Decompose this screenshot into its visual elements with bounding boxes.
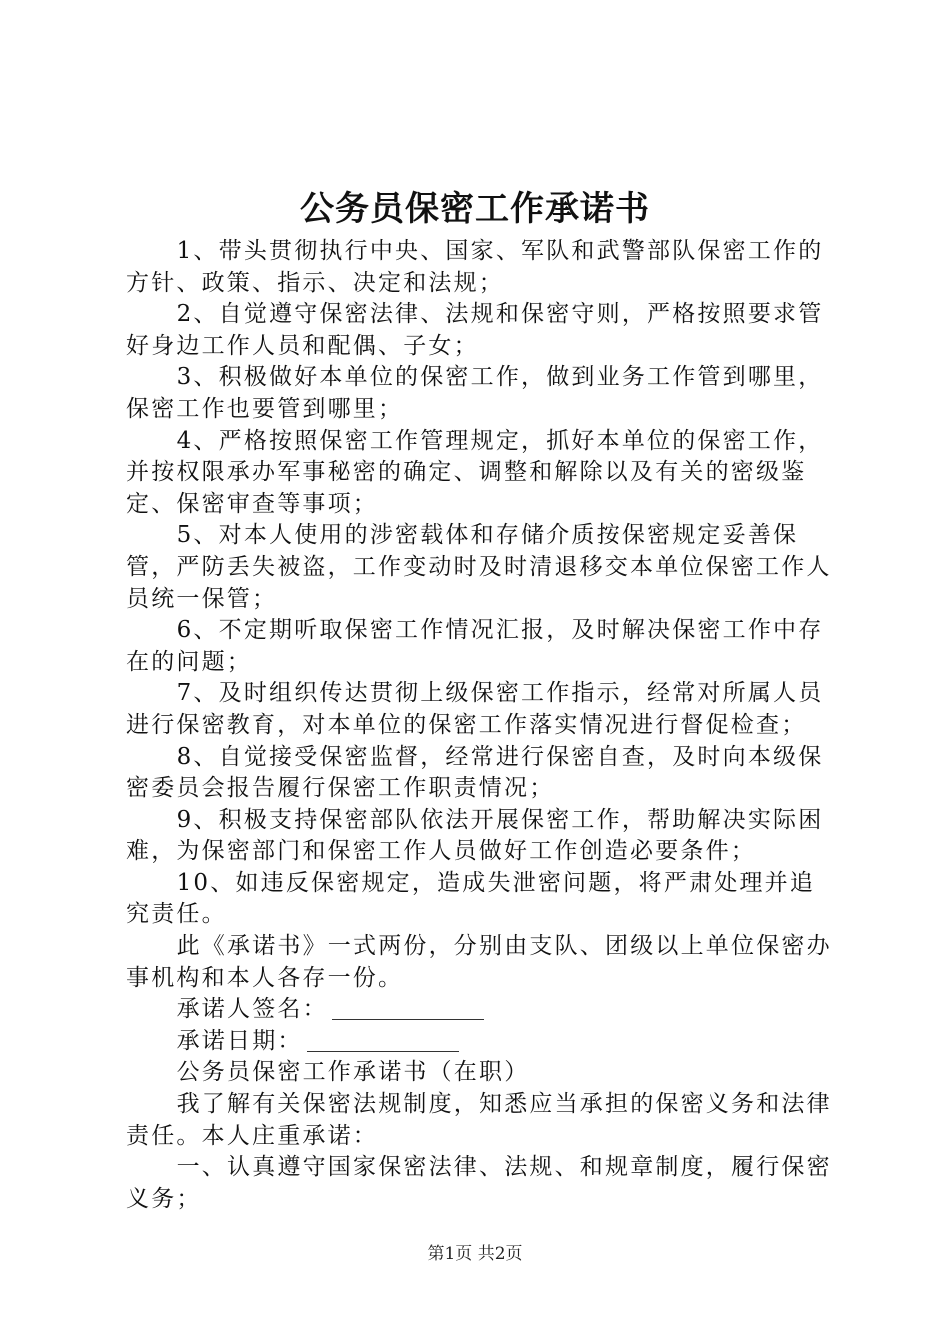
paragraph: 4、严格按照保密工作管理规定，抓好本单位的保密工作，并按权限承办军事秘密的确定、调整和解除以及有关的密级鉴定、保密审查等事项； [126, 427, 824, 517]
date-blank [307, 1029, 459, 1052]
document-body [126, 236, 834, 1215]
paragraph: 5、对本人使用的涉密载体和存储介质按保密规定妥善保管，严防丢失被盗，工作变动时及时清退移交本单位保密工作人员统一保管； [126, 522, 832, 612]
paragraph: 10、如违反保密规定，造成失泄密问题，将严肃处理并追究责任。 [126, 869, 816, 928]
paragraph: 7、及时组织传达贯彻上级保密工作指示，经常对所属人员进行保密教育，对本单位的保密工作落实情况进行督促检查； [126, 680, 824, 738]
paragraph: 2、自觉遵守保密法律、法规和保密守则，严格按照要求管好身边工作人员和配偶、子女； [126, 301, 824, 359]
section-heading: 公务员保密工作承诺书（在职） [176, 1059, 530, 1086]
paragraph: 9、积极支持保密部队依法开展保密工作，帮助解决实际困难，为保密部门和保密工作人员做好工作创造必要条件； [126, 806, 824, 865]
signature-blank [332, 997, 484, 1020]
paragraph: 8、自觉接受保密监督，经常进行保密自查，及时向本级保密委员会报告履行保密工作职责情况； [126, 743, 824, 802]
paragraph: 1、带头贯彻执行中央、国家、军队和武警部队保密工作的方针、政策、指示、决定和法规； [126, 238, 824, 296]
paragraph: 3、积极做好本单位的保密工作，做到业务工作管到哪里，保密工作也要管到哪里； [126, 364, 824, 422]
signature-label: 承诺人签名： [176, 996, 328, 1023]
paragraph: 一、认真遵守国家保密法律、法规、和规章制度，履行保密义务； [126, 1154, 832, 1212]
date-line [126, 1026, 834, 1058]
document-title: 公务员保密工作承诺书 [300, 189, 650, 229]
paragraph: 此《承诺书》一式两份，分别由支队、团级以上单位保密办事机构和本人各存一份。 [126, 933, 832, 991]
paragraph: 我了解有关保密法规制度，知悉应当承担的保密义务和法律责任。本人庄重承诺： [126, 1091, 832, 1149]
page-footer: 第1页 共2页 [427, 1244, 523, 1264]
paragraph: 6、不定期听取保密工作情况汇报，及时解决保密工作中存在的问题； [126, 617, 824, 675]
date-label: 承诺日期： [176, 1027, 303, 1054]
signature-line [126, 994, 834, 1026]
